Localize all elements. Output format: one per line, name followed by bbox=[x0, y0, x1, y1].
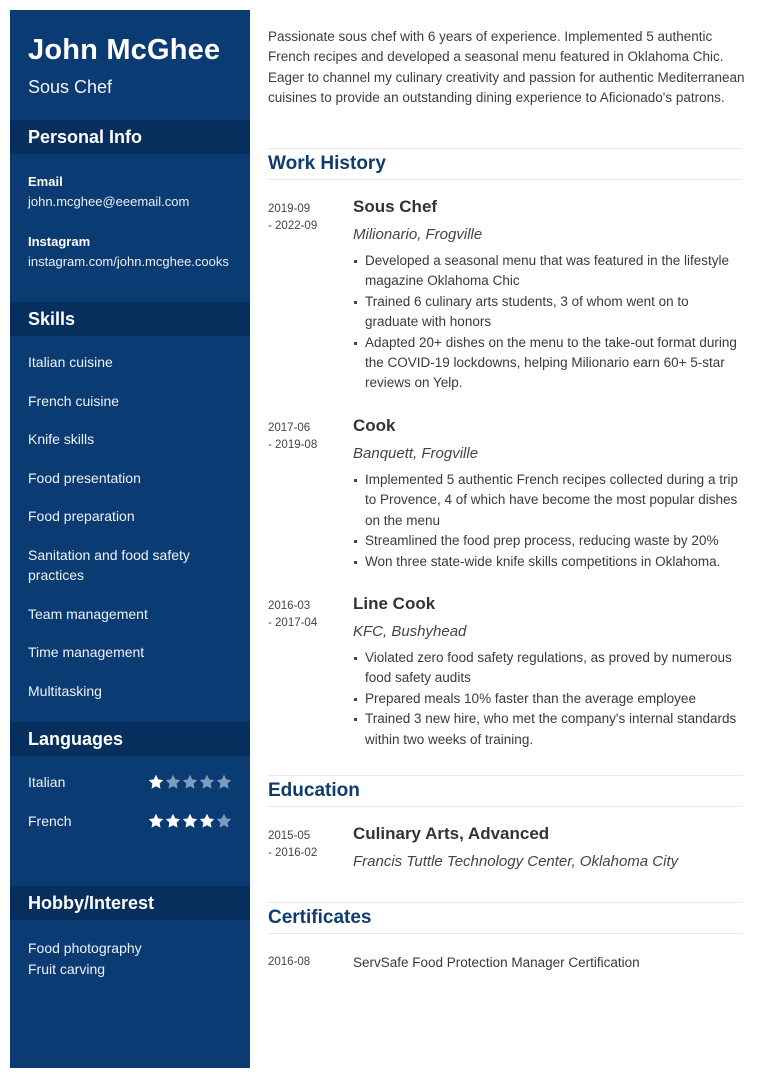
achievements-list bbox=[353, 251, 745, 394]
entry-body bbox=[353, 196, 745, 394]
skills-list bbox=[10, 336, 250, 722]
skill-item: Food preparation bbox=[28, 508, 135, 524]
employer: Milionario, Frogville bbox=[353, 226, 483, 243]
language-name: French bbox=[28, 813, 72, 829]
achievement-item: Violated zero food safety regulations, as proved by numerous food safety audits bbox=[353, 648, 745, 689]
instagram-label: Instagram bbox=[28, 234, 91, 249]
languages-heading: Languages bbox=[10, 722, 250, 756]
entry-dates bbox=[268, 828, 348, 862]
star-filled-icon bbox=[199, 813, 215, 829]
star-filled-icon bbox=[148, 774, 164, 790]
entry-body bbox=[353, 823, 745, 872]
personal-info bbox=[10, 154, 250, 302]
personal-info-heading: Personal Info bbox=[10, 120, 250, 154]
job-title: Sous Chef bbox=[353, 197, 438, 216]
certificates-heading: Certificates bbox=[268, 907, 372, 928]
education-header bbox=[268, 775, 742, 807]
education-heading: Education bbox=[268, 780, 360, 801]
job-title: Cook bbox=[353, 416, 396, 435]
hobby-item: Fruit carving bbox=[28, 960, 106, 977]
end-date: - 2019-08 bbox=[268, 439, 318, 451]
languages-list bbox=[10, 756, 250, 886]
school: Francis Tuttle Technology Center, Oklahoma City bbox=[353, 853, 679, 870]
skill-item: Food presentation bbox=[28, 469, 141, 486]
skill-item: Sanitation and food safety practices bbox=[28, 546, 190, 583]
end-date: - 2016-02 bbox=[268, 847, 318, 859]
start-date: 2016-03 bbox=[268, 600, 311, 612]
rating-stars bbox=[148, 774, 232, 790]
degree: Culinary Arts, Advanced bbox=[353, 824, 550, 843]
skill-item: Team management bbox=[28, 605, 148, 622]
start-date: 2017-06 bbox=[268, 422, 311, 434]
star-empty-icon bbox=[165, 774, 181, 790]
certificate-date: 2016-08 bbox=[268, 956, 311, 968]
achievement-item: Adapted 20+ dishes on the menu to the take-out format during the COVID-19 lockdowns, helping Milionario earn 60+ 5-star reviews on Yelp. bbox=[353, 333, 745, 394]
instagram-item bbox=[28, 232, 232, 272]
skill-item: French cuisine bbox=[28, 392, 120, 409]
start-date: 2015-05 bbox=[268, 830, 311, 842]
star-empty-icon bbox=[216, 774, 232, 790]
achievement-item: Trained 3 new hire, who met the company's internal standards within two weeks of training. bbox=[353, 709, 745, 750]
hobbies-list bbox=[10, 920, 250, 979]
hobbies-heading: Hobby/Interest bbox=[10, 886, 250, 920]
professional-summary: Passionate sous chef with 6 years of experience. Implemented 5 authentic French recipes and developed a seasonal menu featured in Oklahoma Chic. Eager to channel my culinary creativity and passion for authentic Mediterranean cuisines to provide an outstanding dining experience to Aficionado's patrons. bbox=[268, 29, 745, 106]
entry-body bbox=[353, 593, 745, 750]
achievement-item: Won three state-wide knife skills competitions in Oklahoma. bbox=[353, 552, 745, 572]
certificates-header bbox=[268, 902, 742, 934]
job-title: Line Cook bbox=[353, 594, 436, 613]
employer: Banquett, Frogville bbox=[353, 445, 479, 462]
start-date: 2019-09 bbox=[268, 203, 311, 215]
candidate-name: John McGhee bbox=[28, 34, 221, 66]
end-date: - 2017-04 bbox=[268, 617, 318, 629]
skill-item: Multitasking bbox=[28, 682, 102, 699]
certificate-name: ServSafe Food Protection Manager Certification bbox=[353, 955, 640, 970]
star-filled-icon bbox=[165, 813, 181, 829]
entry-dates bbox=[268, 598, 348, 632]
star-filled-icon bbox=[182, 813, 198, 829]
star-empty-icon bbox=[216, 813, 232, 829]
achievements-list bbox=[353, 470, 745, 572]
profile-header bbox=[10, 10, 250, 120]
skill-item: Italian cuisine bbox=[28, 354, 113, 370]
rating-stars bbox=[148, 813, 232, 829]
email-item bbox=[28, 172, 232, 212]
work-history-header bbox=[268, 148, 742, 180]
achievement-item: Streamlined the food prep process, reducing waste by 20% bbox=[353, 531, 745, 551]
language-item bbox=[28, 772, 232, 792]
skill-item: Time management bbox=[28, 644, 145, 660]
achievements-list bbox=[353, 648, 745, 750]
work-history-heading: Work History bbox=[268, 153, 386, 174]
email-value[interactable]: john.mcghee@eeemail.com bbox=[28, 194, 190, 209]
language-name: Italian bbox=[28, 774, 66, 790]
end-date: - 2022-09 bbox=[268, 220, 318, 232]
instagram-value[interactable]: instagram.com/john.mcghee.cooks bbox=[28, 254, 229, 269]
email-label: Email bbox=[28, 174, 63, 189]
skills-heading: Skills bbox=[10, 302, 250, 336]
skill-item: Knife skills bbox=[28, 431, 95, 447]
employer: KFC, Bushyhead bbox=[353, 623, 467, 640]
star-empty-icon bbox=[182, 774, 198, 790]
candidate-title: Sous Chef bbox=[28, 77, 113, 97]
achievement-item: Prepared meals 10% faster than the average employee bbox=[353, 689, 745, 709]
achievement-item: Trained 6 culinary arts students, 3 of whom went on to graduate with honors bbox=[353, 292, 745, 333]
star-filled-icon bbox=[148, 813, 164, 829]
language-item bbox=[28, 811, 232, 831]
sidebar bbox=[10, 10, 250, 1068]
entry-dates bbox=[268, 420, 348, 454]
hobby-item: Food photography bbox=[28, 940, 142, 956]
entry-dates bbox=[268, 201, 348, 235]
entry-body bbox=[353, 415, 745, 572]
achievement-item: Implemented 5 authentic French recipes collected during a trip to Provence, 4 of which have become the most popular dishes on the menu bbox=[353, 470, 745, 531]
star-empty-icon bbox=[199, 774, 215, 790]
achievement-item: Developed a seasonal menu that was featured in the lifestyle magazine Oklahoma Chic bbox=[353, 251, 745, 292]
